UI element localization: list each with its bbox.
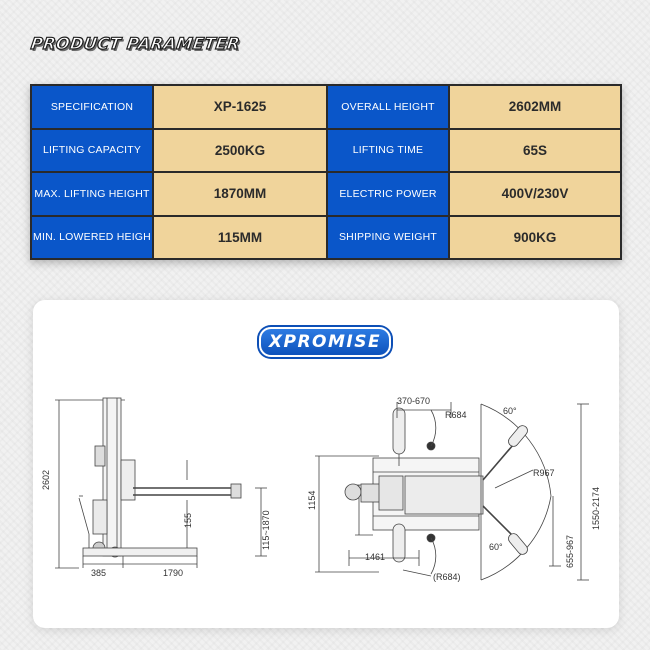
spec-label: OVERALL HEIGHT bbox=[327, 85, 449, 129]
table-row bbox=[31, 85, 621, 129]
dim-base-depth: 385 bbox=[91, 568, 107, 578]
spec-value: 400V/230V bbox=[449, 172, 621, 216]
brand-name: XPROMISE bbox=[268, 332, 382, 352]
dim-base-length: 1461 bbox=[365, 552, 386, 562]
dim-radius-bottom: (R684) bbox=[433, 572, 461, 582]
spec-value: 115MM bbox=[153, 216, 327, 260]
section-heading: PRODUCT PARAMETER bbox=[29, 34, 242, 53]
spec-label: LIFTING TIME bbox=[327, 129, 449, 173]
spec-label: MAX. LIFTING HEIGHT bbox=[31, 172, 153, 216]
dim-base-width: 1154 bbox=[307, 490, 317, 510]
dim-arm-length: 1790 bbox=[163, 568, 184, 578]
spec-label: MIN. LOWERED HEIGH bbox=[31, 216, 153, 260]
dim-arm-reach: 370-670 bbox=[397, 396, 431, 406]
spec-value: 2500KG bbox=[153, 129, 327, 173]
dim-swing-radius: R967 bbox=[533, 468, 555, 478]
dim-total-span: 1550-2174 bbox=[591, 486, 601, 530]
spec-value: XP-1625 bbox=[153, 85, 327, 129]
dim-angle-bottom: 60° bbox=[489, 542, 503, 552]
spec-table bbox=[30, 84, 622, 260]
dim-overall-height: 2602 bbox=[41, 469, 51, 490]
spec-value: 65S bbox=[449, 129, 621, 173]
spec-value: 1870MM bbox=[153, 172, 327, 216]
table-row bbox=[31, 129, 621, 173]
spec-value: 900KG bbox=[449, 216, 621, 260]
spec-label: ELECTRIC POWER bbox=[327, 172, 449, 216]
technical-drawing bbox=[33, 300, 619, 628]
dim-arm-span: 655-967 bbox=[565, 534, 575, 568]
dim-min-height: 155 bbox=[183, 512, 193, 528]
side-view bbox=[55, 398, 267, 568]
table-row bbox=[31, 172, 621, 216]
drawing-panel bbox=[33, 300, 619, 628]
spec-value: 2602MM bbox=[449, 85, 621, 129]
dim-angle-top: 60° bbox=[503, 406, 517, 416]
spec-label: SPECIFICATION bbox=[31, 85, 153, 129]
dim-lift-range: 115~1870 bbox=[261, 510, 271, 550]
spec-label: SHIPPING WEIGHT bbox=[327, 216, 449, 260]
table-row bbox=[31, 216, 621, 260]
top-view bbox=[315, 402, 589, 580]
spec-label: LIFTING CAPACITY bbox=[31, 129, 153, 173]
dim-radius-top: R684 bbox=[445, 410, 467, 420]
